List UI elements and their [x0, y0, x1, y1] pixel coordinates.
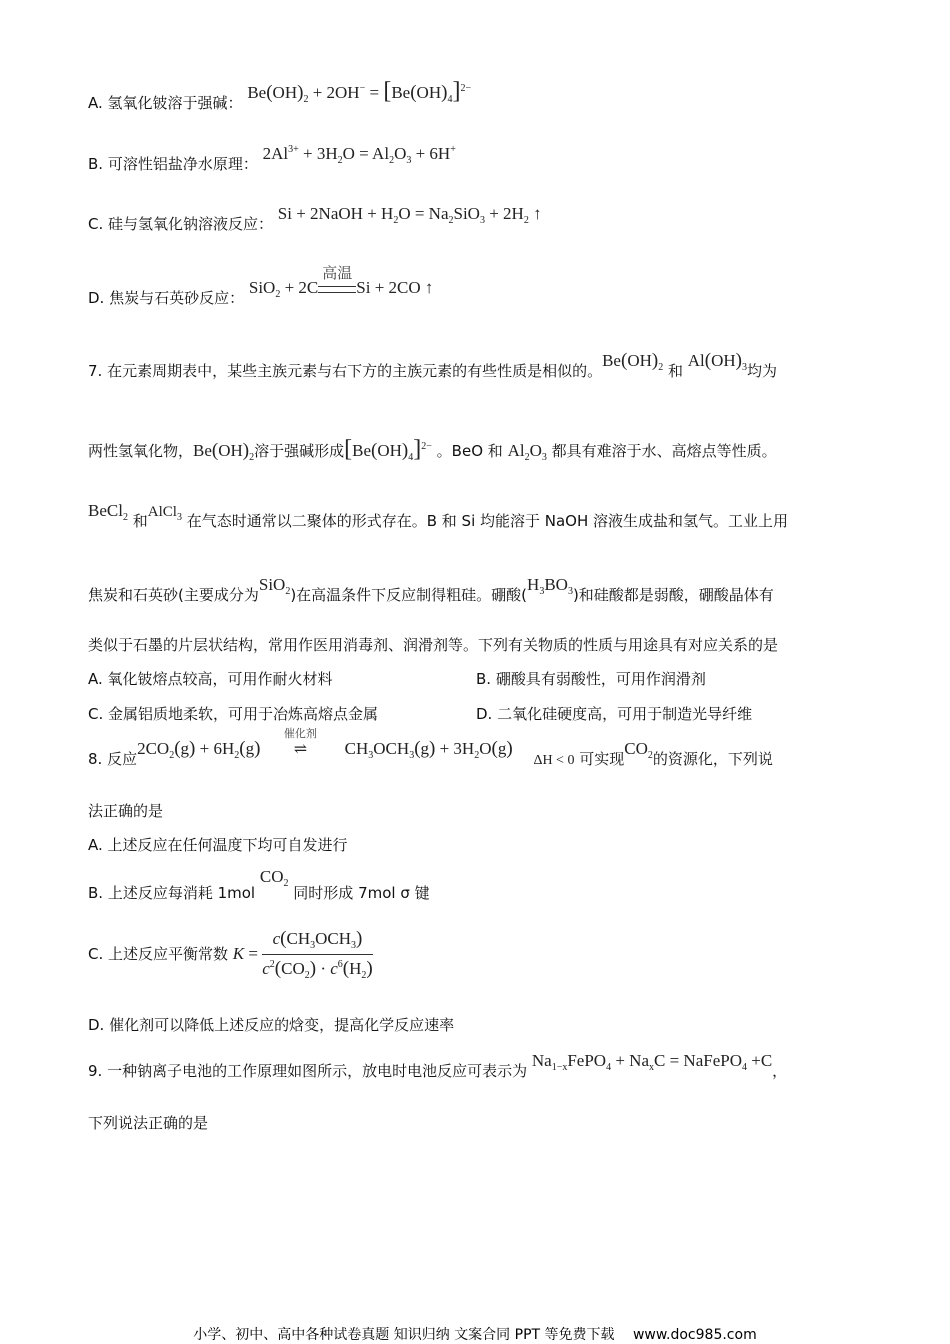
- q6-c-equation: Si + 2NaOH + $H_2O = Na_2SiO_3 + 2H_2$ ↑: [277, 204, 542, 226]
- q7-paragraph-4: 焦炭和石英砂(主要成分为SiO$_2$)在高温条件下反应制得粗硅。硼酸$(H_3BO_3)$和硅酸都是弱酸，硼酸晶体有: [88, 575, 774, 604]
- q7-paragraph-3: BeCl$_2$ 和AlCl$_3$ 在气态时通常以二聚体的形式存在。B 和 Si 均能溶于 NaOH 溶液生成盐和氢气。工业上用: [88, 501, 789, 530]
- q8-option-c: C. 上述反应平衡常数 K = $\frac{c(CH_3OCH_3)}{c^2(CO_2) \cdot c^6(H_2)}$: [88, 928, 373, 981]
- q9-paragraph-2: 下列说法正确的是: [88, 1114, 209, 1132]
- q6-d-equation: SiO$_2$ + 2C 高温 Si + 2CO ↑: [248, 264, 434, 300]
- page-footer: 小学、初中、高中各种试卷真题 知识归纳 文案合同 PPT 等免费下载 www.doc985.com: [193, 1327, 757, 1343]
- q6-option-d: D. 焦炭与石英砂反应： SiO$_2$ + 2C 高温 Si + 2CO ↑: [88, 264, 434, 307]
- q8-equation: $2CO_2(g) + 6H_2(g)$ 催化剂 ⇌ $CH_3OCH_3(g) + 3H_2O(g)$: [137, 727, 513, 761]
- equilibrium-constant-fraction: $\frac{c(CH_3OCH_3)}{c^2(CO_2) \cdot c^6(H_2)}$: [262, 928, 373, 981]
- q9-paragraph-1: 9. 一种钠离子电池的工作原理如图所示，放电时电池反应可表示为 $Na_{1-x}FePO_4 + Na_xC$ = NaFePO$_4$ +C，: [88, 1051, 788, 1080]
- q7-option-b: B. 硼酸具有弱酸性，可用作润滑剂: [476, 670, 706, 688]
- q8-option-a: A. 上述反应在任何温度下均可自发进行: [88, 836, 348, 854]
- q8-option-b: B. 上述反应每消耗 1mol $CO_2$ 同时形成 7mol σ 键: [88, 867, 430, 902]
- q6-b-equation: $2Al^{3+} + 3H_2O = Al_2O_3 + 6H^+$: [262, 144, 456, 166]
- q8-paragraph-1: 8. 反应$2CO_2(g) + 6H_2(g)$ 催化剂 ⇌ $CH_3OCH_3(g) + 3H_2O(g) \Delta H < 0$ 可实现$CO_2$的资源化，下列说: [88, 727, 773, 768]
- q8-paragraph-2: 法正确的是: [88, 802, 164, 820]
- q7-option-d: D. 二氧化硅硬度高，可用于制造光导纤维: [476, 705, 753, 723]
- q6-d-condition: 高温: [322, 264, 353, 282]
- q7-paragraph-1: 7. 在元素周期表中，某些主族元素与右下方的主族元素的有些性质是相似的。$Be(OH)_2$ 和 $Al(OH)_3$均为: [88, 350, 778, 380]
- q9-equation: $Na_{1-x}FePO_4 + Na_xC$ = NaFePO$_4$ +C: [531, 1051, 773, 1073]
- q7-option-a: A. 氧化铍熔点较高，可用作耐火材料: [88, 670, 333, 688]
- q6-a-equation: $Be(OH)_2 + 2OH^- = [Be(OH)_4]^{2-}$: [247, 78, 472, 105]
- q7-paragraph-5: 类似于石墨的片层状结构，常用作医用消毒剂、润滑剂等。下列有关物质的性质与用途具有对应关系的是: [88, 636, 779, 654]
- q6-option-c: C. 硅与氢氧化钠溶液反应： Si + 2NaOH + $H_2O = Na_2SiO_3 + 2H_2$ ↑: [88, 204, 542, 233]
- q6-option-b: B. 可溶性铝盐净水原理： $2Al^{3+} + 3H_2O = Al_2O_3 + 6H^+$: [88, 144, 456, 173]
- q8-option-d: D. 催化剂可以降低上述反应的焓变，提高化学反应速率: [88, 1016, 455, 1034]
- q6-option-a: A. 氢氧化铍溶于强碱： $Be(OH)_2 + 2OH^- = [Be(OH)_4]^{2-}$: [88, 78, 472, 112]
- q8-catalyst: 催化剂: [283, 727, 317, 740]
- q7-paragraph-2: 两性氢氧化物，$Be(OH)_2$溶于强碱形成$[Be(OH)_4]^{2-}$ 。BeO 和 $Al_2O_3$ 都具有难溶于水、高熔点等性质。: [88, 436, 777, 463]
- q7-option-c: C. 金属铝质地柔软，可用于冶炼高熔点金属: [88, 705, 379, 723]
